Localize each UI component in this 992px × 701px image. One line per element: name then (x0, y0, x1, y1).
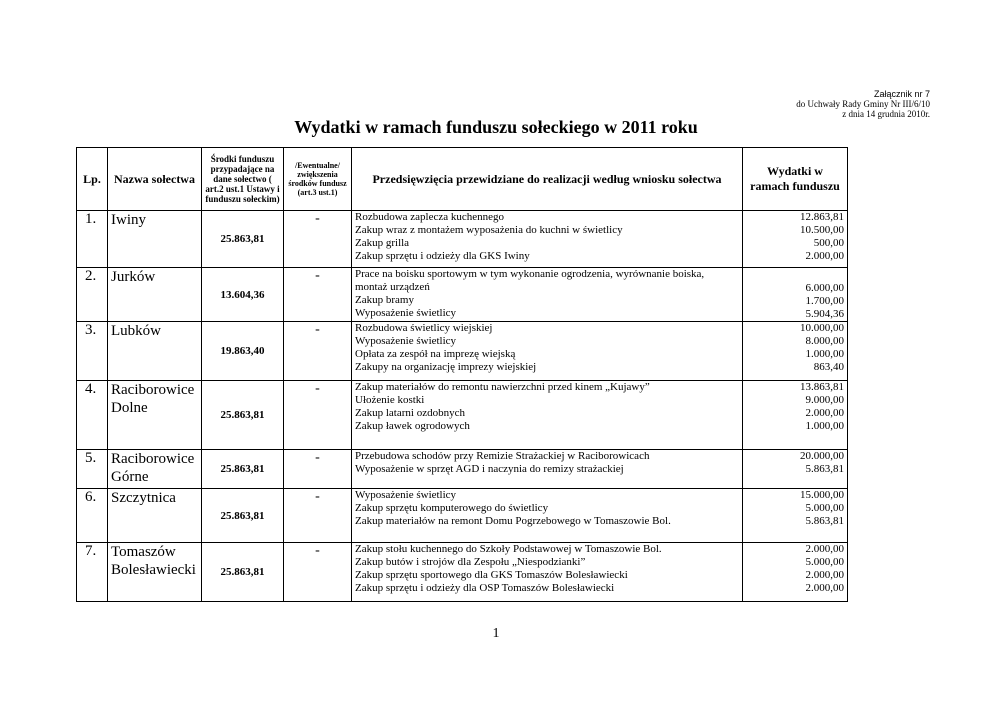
expense-value: 12.863,81 (800, 211, 844, 223)
project-item: Zakup sprzętu komputerowego do świetlicy (355, 502, 549, 514)
table-row (77, 489, 848, 543)
expense-value: 1.700,00 (805, 295, 844, 307)
expense-value: 5.000,00 (805, 556, 844, 568)
expenses-list (743, 489, 848, 543)
village-name: Raciborowice Dolne (108, 381, 202, 450)
projects-list (352, 543, 743, 602)
expenses-list (743, 450, 848, 489)
annex-number: Załącznik nr 7 (873, 89, 930, 99)
projects-list (352, 322, 743, 381)
expense-value: 10.000,00 (800, 322, 844, 334)
expense-value: 5.863,81 (805, 463, 844, 475)
header-expenses: Wydatki w ramach funduszu (743, 148, 848, 211)
expense-value: 5.863,81 (805, 515, 844, 527)
expense-value: 500,00 (813, 237, 844, 249)
expense-value: 863,40 (813, 361, 844, 373)
project-item: Zakup stołu kuchennego do Szkoły Podstawowej w Tomaszowie Bol. (355, 543, 662, 555)
village-name: Iwiny (108, 211, 202, 268)
table-header-row (77, 148, 848, 211)
row-lp: 7. (77, 543, 108, 602)
expense-value: 9.000,00 (805, 394, 844, 406)
project-item: Zakup sprzętu i odzieży dla GKS Iwiny (355, 250, 530, 262)
increase-amount: - (284, 322, 352, 381)
page-title: Wydatki w ramach funduszu sołeckiego w 2011 roku (294, 117, 698, 137)
header-funds: Środki funduszu przypadające na dane sołectwo ( art.2 ust.1 Ustawy i funduszu sołeckim) (202, 148, 284, 211)
header-projects: Przedsięwzięcia przewidziane do realizacji według wniosku sołectwa (352, 148, 743, 211)
header-increase: /Ewentualne/ zwiększenia środków fundusz (art.3 ust.1) (284, 148, 352, 211)
row-lp: 6. (77, 489, 108, 543)
row-lp: 5. (77, 450, 108, 489)
annex-date: z dnia 14 grudnia 2010r. (842, 109, 930, 119)
project-item: Rozbudowa zaplecza kuchennego (355, 211, 505, 223)
project-item: Zakup grilla (355, 237, 410, 249)
project-item: Wyposażenie świetlicy (355, 307, 457, 319)
expenses-list (743, 211, 848, 268)
project-item: Zakup ławek ogrodowych (355, 420, 470, 432)
annex-resolution: do Uchwały Rady Gminy Nr III/6/10 (796, 99, 930, 109)
funds-amount: 25.863,81 (202, 450, 284, 489)
increase-amount: - (284, 450, 352, 489)
table-row (77, 211, 848, 268)
funds-amount: 13.604,36 (202, 268, 284, 322)
expense-value: 1.000,00 (805, 420, 844, 432)
project-item: Zakup butów i strojów dla Zespołu „Niespodzianki” (355, 556, 586, 568)
annex-note (796, 89, 930, 119)
projects-list (352, 268, 743, 322)
expense-value: 2.000,00 (805, 250, 844, 262)
row-lp: 3. (77, 322, 108, 381)
table-body (77, 211, 848, 602)
project-item: Zakup sprzętu sportowego dla GKS Tomaszów Bolesławiecki (355, 569, 628, 581)
header-lp: Lp. (77, 148, 108, 211)
expenses-list (743, 543, 848, 602)
increase-amount: - (284, 268, 352, 322)
funds-amount: 25.863,81 (202, 489, 284, 543)
project-item: Zakup materiałów na remont Domu Pogrzebowego w Tomaszowie Bol. (355, 515, 671, 527)
expenses-list (743, 268, 848, 322)
table-row (77, 381, 848, 450)
increase-amount: - (284, 543, 352, 602)
page-number: 1 (492, 626, 500, 641)
expense-value: 10.500,00 (800, 224, 844, 236)
project-item: Zakup bramy (355, 294, 414, 306)
projects-list (352, 489, 743, 543)
project-item: Zakup sprzętu i odzieży dla OSP Tomaszów Bolesławiecki (355, 582, 615, 594)
expense-value: 2.000,00 (805, 407, 844, 419)
increase-amount: - (284, 211, 352, 268)
expense-value: 20.000,00 (800, 450, 844, 462)
table-row (77, 543, 848, 602)
expense-value: 15.000,00 (800, 489, 844, 501)
header-name: Nazwa sołectwa (108, 148, 202, 211)
village-name: Lubków (108, 322, 202, 381)
expenses-list (743, 322, 848, 381)
projects-list (352, 381, 743, 450)
projects-list (352, 211, 743, 268)
project-item: Rozbudowa świetlicy wiejskiej (355, 322, 493, 334)
funds-amount: 25.863,81 (202, 543, 284, 602)
increase-amount: - (284, 381, 352, 450)
project-item: Ułożenie kostki (355, 394, 425, 406)
table-row (77, 268, 848, 322)
village-name: Jurków (108, 268, 202, 322)
increase-amount: - (284, 489, 352, 543)
village-name: Tomaszów Bolesławiecki (108, 543, 202, 602)
expenses-table (76, 147, 848, 602)
row-lp: 1. (77, 211, 108, 268)
expense-value: 13.863,81 (800, 381, 844, 393)
row-lp: 2. (77, 268, 108, 322)
project-item: Zakup materiałów do remontu nawierzchni przed kinem „Kujawy” (355, 381, 650, 393)
village-name: Raciborowice Górne (108, 450, 202, 489)
project-item: Wyposażenie świetlicy (355, 335, 457, 347)
project-item: Wyposażenie w sprzęt AGD i naczynia do remizy strażackiej (355, 463, 624, 475)
table-row (77, 322, 848, 381)
expenses-list (743, 381, 848, 450)
project-item: Zakupy na organizację imprezy wiejskiej (355, 361, 537, 373)
funds-amount: 25.863,81 (202, 381, 284, 450)
expense-value: 6.000,00 (805, 282, 844, 294)
village-name: Szczytnica (108, 489, 202, 543)
table-row (77, 450, 848, 489)
expense-value: 1.000,00 (805, 348, 844, 360)
project-item: Opłata za zespół na imprezę wiejską (355, 348, 516, 360)
expense-value: 8.000,00 (805, 335, 844, 347)
funds-amount: 25.863,81 (202, 211, 284, 268)
projects-list (352, 450, 743, 489)
project-item: Zakup wraz z montażem wyposażenia do kuchni w świetlicy (355, 224, 623, 236)
expense-value: 5.904,36 (805, 308, 844, 320)
project-item: Zakup latarni ozdobnych (355, 407, 465, 419)
project-item: Prace na boisku sportowym w tym wykonanie ogrodzenia, wyrównanie boiska, montaż urządzeń (355, 268, 705, 293)
funds-amount: 19.863,40 (202, 322, 284, 381)
expense-value: 2.000,00 (805, 543, 844, 555)
expense-value: 2.000,00 (805, 582, 844, 594)
row-lp: 4. (77, 381, 108, 450)
expense-value: 5.000,00 (805, 502, 844, 514)
expense-value: 2.000,00 (805, 569, 844, 581)
project-item: Wyposażenie świetlicy (355, 489, 457, 501)
project-item: Przebudowa schodów przy Remizie Strażackiej w Raciborowicach (355, 450, 650, 462)
